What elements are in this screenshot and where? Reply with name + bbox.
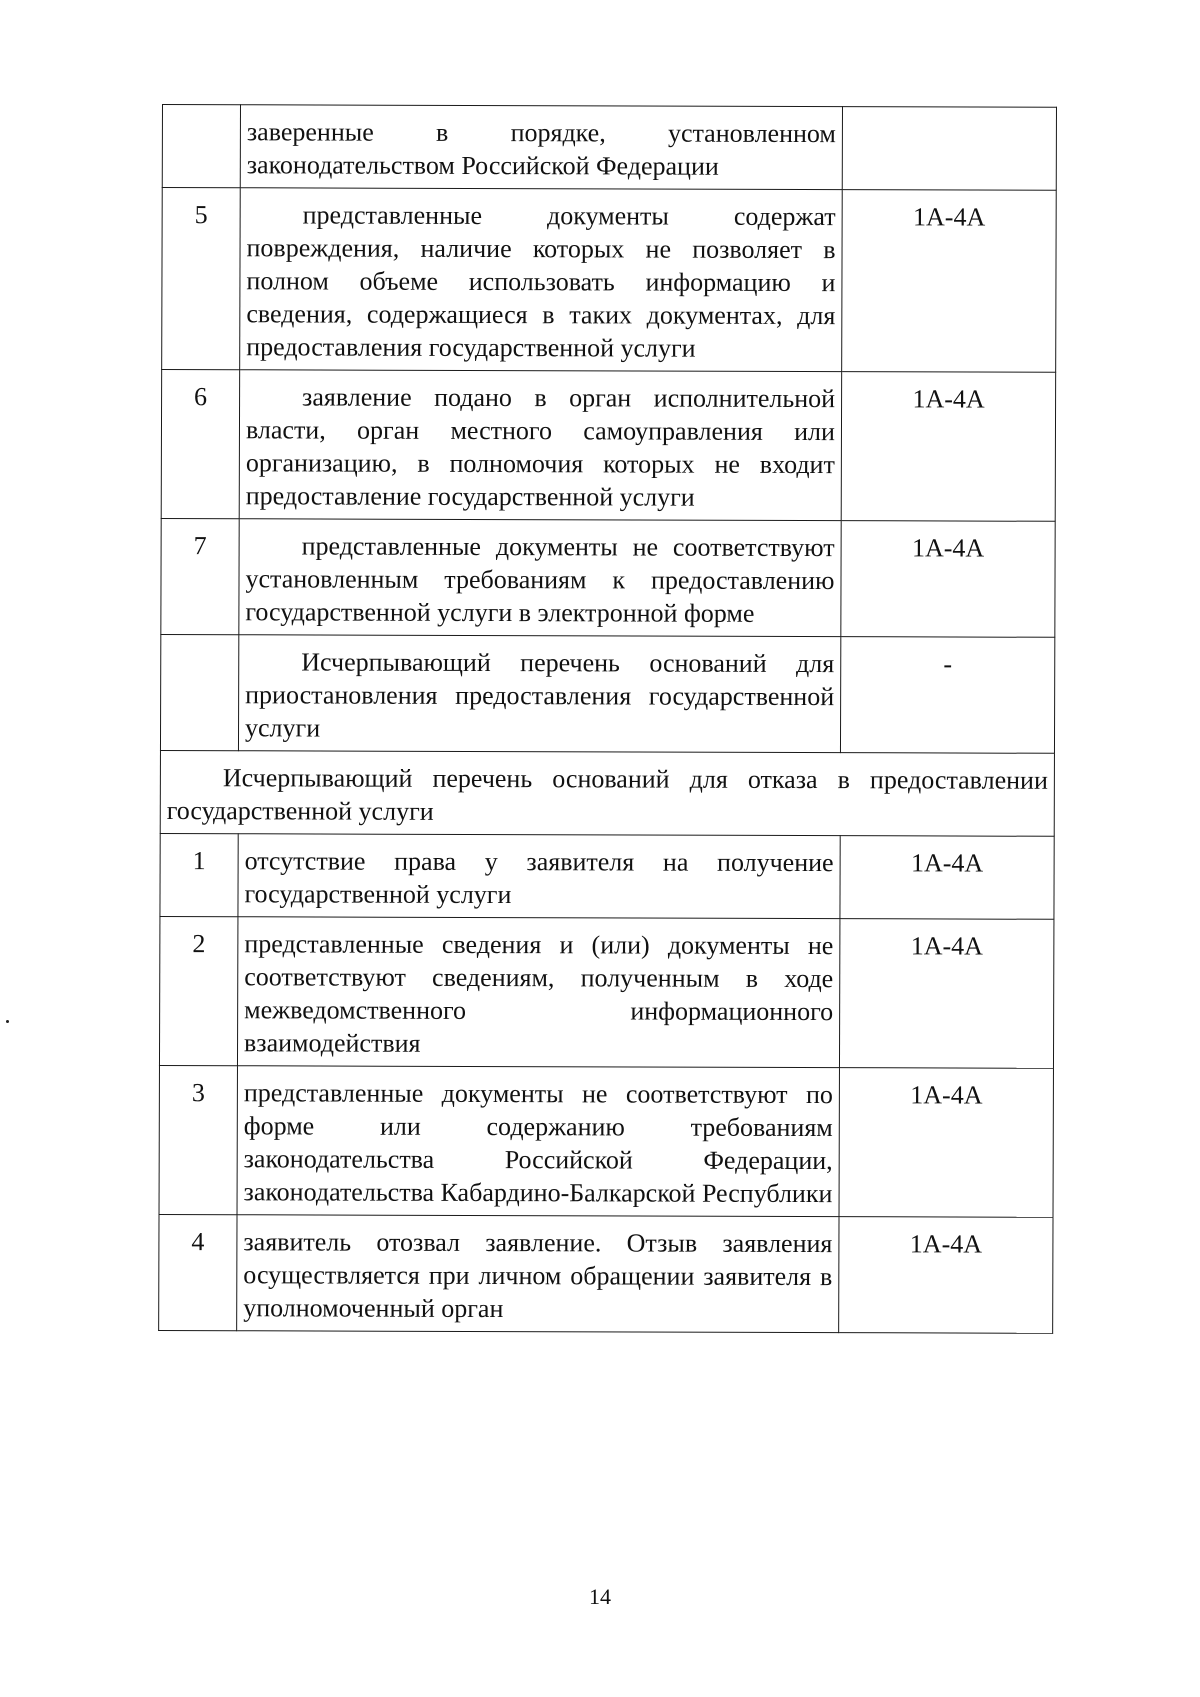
table-row bbox=[159, 1065, 1053, 1217]
row-text-cell: представленные сведения и (или) документы не соответствуют сведениям, полученным в ходе межведомственного информационного взаимодействия bbox=[237, 917, 839, 1068]
page-number: 14 bbox=[589, 1584, 611, 1609]
scan-speck bbox=[6, 1020, 9, 1023]
row-text-cell: заверенные в порядке, установленном законодательством Российской Федерации bbox=[240, 105, 842, 190]
row-number-cell: 6 bbox=[161, 370, 239, 519]
row-text-cell: представленные документы содержат повреждения, наличие которых не позволяет в полном объеме использовать информацию и сведения, содержащиеся в таких документах, для предоставления государственной услуги bbox=[240, 188, 843, 372]
table-row bbox=[161, 518, 1055, 637]
table-section-row bbox=[160, 750, 1054, 836]
row-text-cell: представленные документы не соответствуют по форме или содержанию требованиям законодательства Российской Федерации, законодательства Кабардино-Балкарской Республики bbox=[237, 1066, 839, 1217]
table-row-suspension-header bbox=[160, 634, 1054, 753]
row-code-cell: - bbox=[840, 637, 1054, 754]
table-row bbox=[159, 1214, 1053, 1333]
row-code-cell: 1А-4А bbox=[840, 836, 1054, 920]
row-code-cell: 1А-4А bbox=[839, 919, 1053, 1069]
table-row bbox=[162, 188, 1057, 373]
table-row bbox=[161, 370, 1055, 522]
row-number-cell: 7 bbox=[161, 518, 239, 634]
row-number-cell bbox=[162, 105, 240, 188]
table-row bbox=[160, 833, 1054, 919]
row-number-cell: 4 bbox=[159, 1214, 237, 1330]
row-text-cell: представленные документы не соответствуют установленным требованиям к предоставлению государственной услуги в электронной форме bbox=[239, 519, 841, 637]
row-number-cell: 1 bbox=[160, 833, 238, 916]
row-code-cell: 1А-4А bbox=[841, 521, 1055, 638]
row-code-cell: 1А-4А bbox=[842, 190, 1057, 373]
row-text-cell: Исчерпывающий перечень оснований для приостановления предоставления государственной услуги bbox=[238, 635, 840, 753]
grounds-table-container bbox=[158, 104, 1056, 1334]
row-code-cell bbox=[842, 107, 1056, 191]
row-number-cell: 2 bbox=[159, 916, 237, 1065]
row-code-cell: 1А-4А bbox=[839, 1217, 1053, 1334]
row-number-cell: 5 bbox=[162, 188, 241, 370]
grounds-table bbox=[158, 104, 1057, 1334]
row-text-cell: заявление подано в орган исполнительной власти, орган местного самоуправления или организацию, в полномочия которых не входит предоставление государственной услуги bbox=[239, 370, 841, 521]
row-code-cell: 1А-4А bbox=[841, 372, 1055, 522]
table-row bbox=[159, 916, 1053, 1068]
row-number-cell: 3 bbox=[159, 1065, 237, 1214]
refusal-section-title: Исчерпывающий перечень оснований для отказа в предоставлении государственной услуги bbox=[160, 750, 1054, 836]
row-code-cell: 1А-4А bbox=[839, 1068, 1053, 1218]
table-row-continuation bbox=[162, 105, 1056, 191]
row-text-cell: отсутствие права у заявителя на получение государственной услуги bbox=[238, 834, 840, 919]
row-text-cell: заявитель отозвал заявление. Отзыв заявления осуществляется при личном обращении заявителя в уполномоченный орган bbox=[237, 1215, 839, 1333]
row-number-cell bbox=[160, 634, 238, 750]
